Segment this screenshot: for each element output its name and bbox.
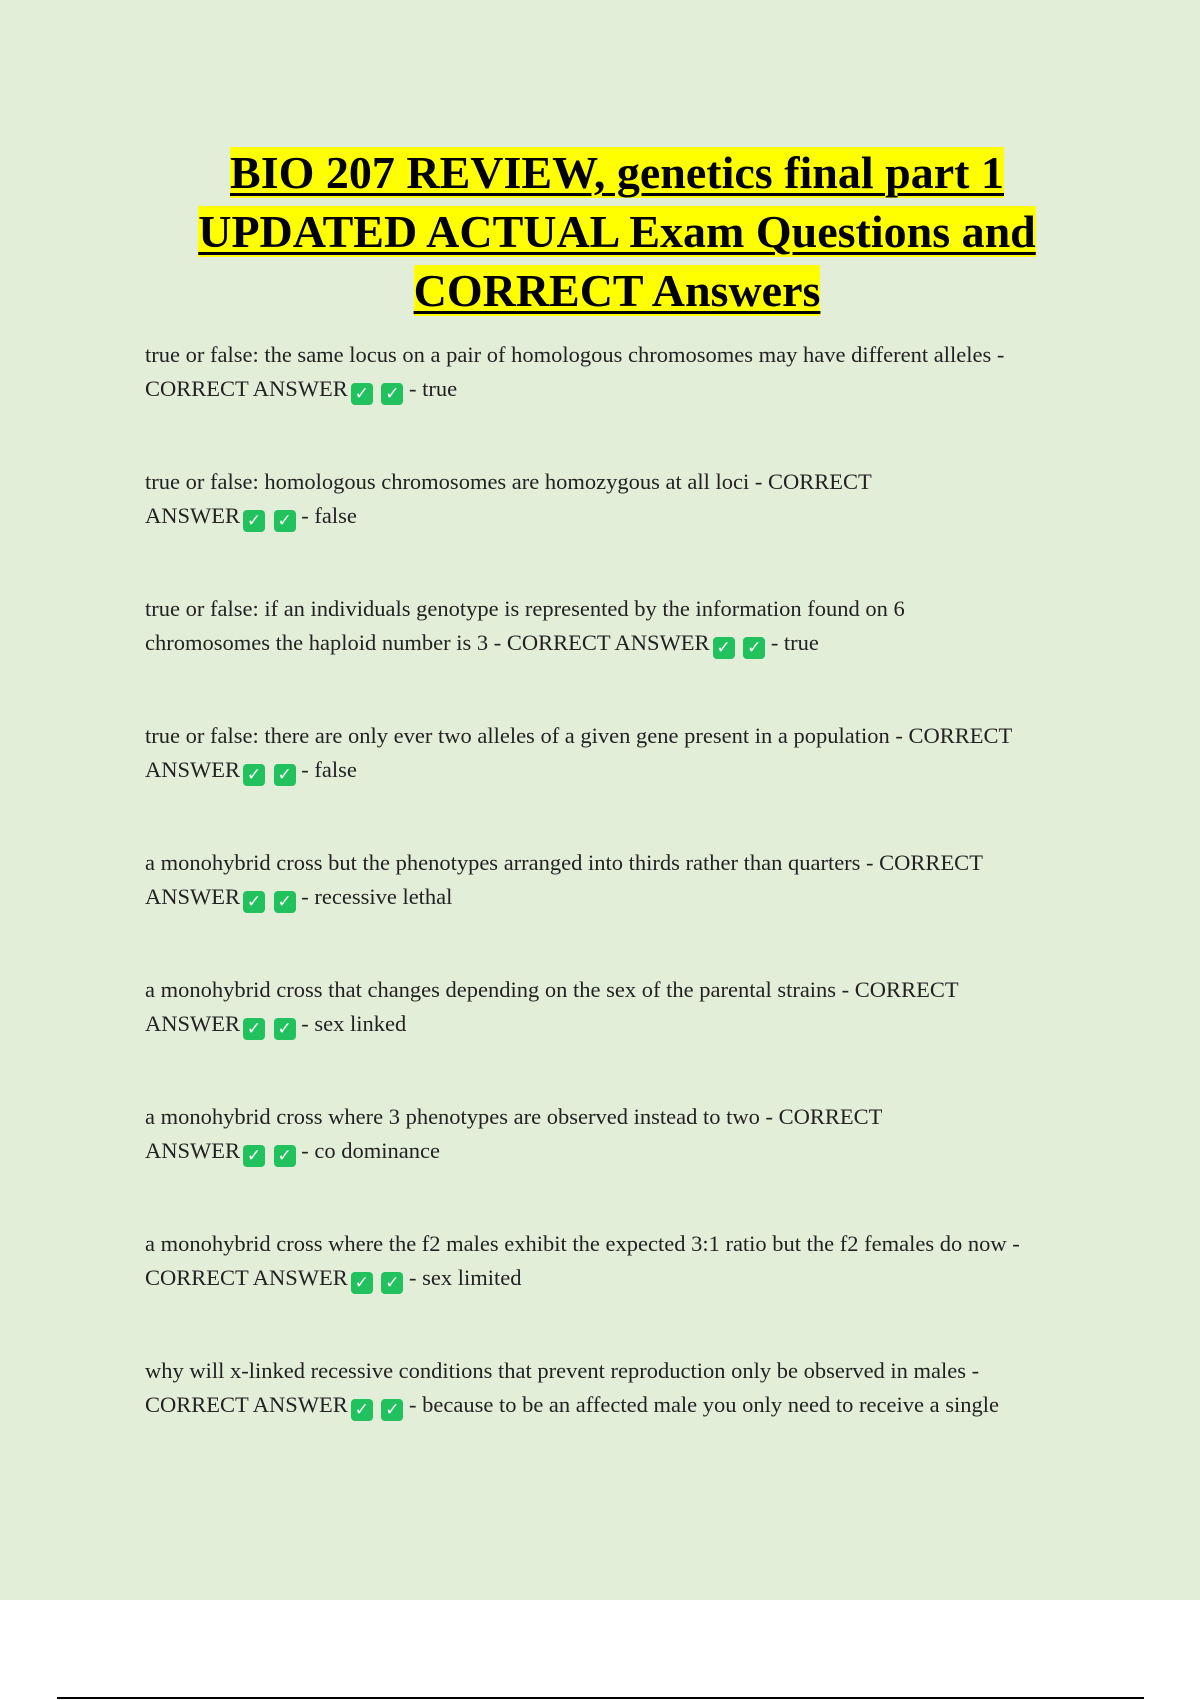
- answer-text: - recessive lethal: [295, 884, 453, 909]
- question-text: true or false: the same locus on a pair of homologous chromosomes may have different alleles -: [145, 342, 1005, 367]
- answer-label: CORRECT ANSWER: [145, 1392, 348, 1417]
- check-icon: ✓: [351, 1272, 373, 1294]
- answer-text: - because to be an affected male you only need to receive a single: [403, 1392, 999, 1417]
- check-icon: ✓: [274, 764, 296, 786]
- question-text: why will x-linked recessive conditions that prevent reproduction only be observed in males -: [145, 1358, 980, 1383]
- qa-item: [145, 719, 1105, 787]
- question-text: true or false: homologous chromosomes are homozygous at all loci - CORRECT: [145, 469, 872, 494]
- answer-text: - false: [295, 503, 357, 528]
- check-icon: ✓: [351, 1399, 373, 1421]
- answer-text: - false: [295, 757, 357, 782]
- title-line: UPDATED ACTUAL Exam Questions and: [198, 206, 1036, 257]
- footer-divider: [57, 1697, 1144, 1699]
- answer-text: - true: [403, 376, 458, 401]
- qa-item: [145, 592, 1105, 660]
- answer-text: - true: [765, 630, 819, 655]
- question-text: a monohybrid cross where 3 phenotypes are observed instead to two - CORRECT: [145, 1104, 883, 1129]
- qa-item: [145, 465, 1105, 533]
- question-text: true or false: if an individuals genotype is represented by the information found on 6: [145, 596, 905, 621]
- title-line: CORRECT Answers: [413, 265, 821, 316]
- check-icon: ✓: [274, 891, 296, 913]
- check-icon: ✓: [381, 383, 403, 405]
- check-icon: ✓: [381, 1272, 403, 1294]
- qa-item: [145, 846, 1105, 914]
- question-text: a monohybrid cross where the f2 males exhibit the expected 3:1 ratio but the f2 females do now -: [145, 1231, 1020, 1256]
- check-icon: ✓: [713, 637, 735, 659]
- answer-text: - co dominance: [295, 1138, 440, 1163]
- question-text: a monohybrid cross that changes depending on the sex of the parental strains - CORRECT: [145, 977, 959, 1002]
- check-icon: ✓: [243, 891, 265, 913]
- answer-text: - sex linked: [295, 1011, 407, 1036]
- check-icon: ✓: [243, 510, 265, 532]
- qa-item: [145, 1100, 1105, 1168]
- check-icon: ✓: [743, 637, 765, 659]
- answer-label: chromosomes the haploid number is 3 - CORRECT ANSWER: [145, 630, 710, 655]
- check-icon: ✓: [274, 1018, 296, 1040]
- check-icon: ✓: [274, 1145, 296, 1167]
- answer-text: - sex limited: [403, 1265, 522, 1290]
- answer-label: ANSWER: [145, 884, 240, 909]
- qa-item: [145, 338, 1105, 406]
- answer-label: ANSWER: [145, 757, 240, 782]
- check-icon: ✓: [243, 1018, 265, 1040]
- check-icon: ✓: [351, 383, 373, 405]
- question-text: a monohybrid cross but the phenotypes arranged into thirds rather than quarters - CORRECT: [145, 850, 983, 875]
- qa-item: [145, 973, 1105, 1041]
- answer-label: CORRECT ANSWER: [145, 376, 348, 401]
- check-icon: ✓: [381, 1399, 403, 1421]
- qa-item: [145, 1227, 1105, 1295]
- answer-label: ANSWER: [145, 1011, 240, 1036]
- title-line: BIO 207 REVIEW, genetics final part 1: [230, 147, 1004, 198]
- check-icon: ✓: [243, 764, 265, 786]
- check-icon: ✓: [274, 510, 296, 532]
- answer-label: ANSWER: [145, 1138, 240, 1163]
- document-title: [130, 143, 1104, 320]
- question-text: true or false: there are only ever two alleles of a given gene present in a population - CORRECT: [145, 723, 1013, 748]
- qa-item: [145, 1354, 1105, 1422]
- answer-label: ANSWER: [145, 503, 240, 528]
- check-icon: ✓: [243, 1145, 265, 1167]
- qa-list: [145, 338, 1105, 1481]
- answer-label: CORRECT ANSWER: [145, 1265, 348, 1290]
